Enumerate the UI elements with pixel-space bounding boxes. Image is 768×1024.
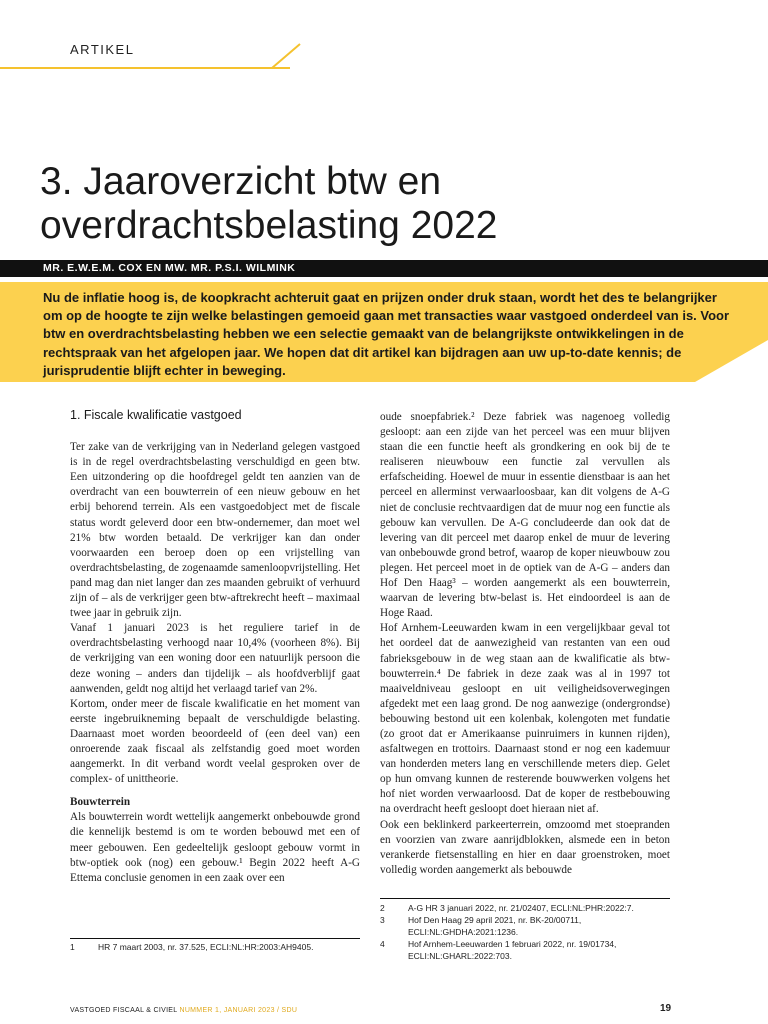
footnotes-left bbox=[70, 941, 360, 953]
footnote bbox=[380, 914, 670, 938]
footnote-text: Hof Den Haag 29 april 2021, nr. BK-20/00711, ECLI:NL:GHDHA:2021:1236. bbox=[408, 915, 582, 937]
page-number: 19 bbox=[660, 1003, 672, 1014]
footnote-text: Hof Arnhem-Leeuwarden 1 februari 2022, nr. 19/01734, ECLI:NL:GHARL:2022:703. bbox=[408, 939, 617, 961]
footnote-number: 2 bbox=[380, 903, 385, 913]
author-bar bbox=[0, 260, 768, 277]
footnotes-right bbox=[380, 902, 670, 962]
section-label: ARTIKEL bbox=[70, 42, 135, 57]
footnote-number: 1 bbox=[70, 942, 75, 952]
footnote-text: HR 7 maart 2003, nr. 37.525, ECLI:NL:HR:2003:AH9405. bbox=[98, 942, 314, 952]
footnote-text: A-G HR 3 januari 2022, nr. 21/02407, ECLI:NL:PHR:2022:7. bbox=[408, 903, 634, 913]
footer-publication bbox=[70, 1007, 297, 1014]
article-title: 3. Jaaroverzicht btw en overdrachtsbelasting 2022 bbox=[40, 160, 498, 247]
footnote-number: 3 bbox=[380, 915, 385, 925]
footnote bbox=[380, 938, 670, 962]
paragraph: Hof Arnhem-Leeuwarden kwam in een vergelijkbaar geval tot het oordeel dat de aanwezigheid van restanten van een oud fabrieksgebouw in de weg staan aan de kwalificatie als btw-bouwterrein.⁴ De fabriek in deze zaak was al in 1997 tot maaiveldniveau gesloopt en uit veiligheidsoverwegingen afgedekt met een laag grond. De nog aanwezige (ondergrondse) bebouwing bestond uit een kolenbak, kolengoten met fundatie (zo groot dat er Amerikaanse puinruimers in kunnen rijden), asfaltwegen en trottoirs. Daarnaast stond er nog een kademuur van honderden meters lang en verschillende meters diep. Gelet op hun omvang kunnen de resterende bouwwerken volgens het hof niet worden verwaarloosd. Dat de koper de restbebouwing na overdracht heeft gesloopt doet hieraan niet af. bbox=[380, 622, 670, 816]
header-accent-rule bbox=[0, 67, 290, 69]
paragraph: Ter zake van de verkrijging van in Nederland gelegen vastgoed is in de regel overdrachtsbelasting verschuldigd en geen btw. Een uitzondering op die hoofdregel geldt ten aanzien van de overdracht van een bouwterrein of een nieuw gebouw en het erbij behorend terrein. Als een vastgoedobject met de fiscale status wordt geleverd door een btw-ondernemer, dan moet wel 21% btw worden betaald. De verkrijger kan dan onder voorwaarden een beroep doen op een vrijstelling van overdrachtsbelasting, de zogenaamde samenloopvrijstelling. Het pand mag dan niet langer dan zes maanden gebruikt of verhuurd zijn of – als de verkrijger geen btw-aftrekrecht heeft – maximaal twee jaar in gebruik zijn. bbox=[70, 441, 360, 620]
paragraph: Als bouwterrein wordt wettelijk aangemerkt onbebouwde grond die kennelijk bestemd is om te worden bebouwd met een of meer gebouwen. Een gedeeltelijk gesloopt gebouw vormt in btw-optiek ook (nog) een gebouw.¹ Begin 2022 heeft A-G Ettema conclusie genomen in een zaak over een bbox=[70, 811, 360, 884]
footnote-number: 4 bbox=[380, 939, 385, 949]
subheading: Bouwterrein bbox=[70, 796, 131, 809]
footnote bbox=[70, 941, 360, 953]
intro-paragraph: Nu de inflatie hoog is, de koopkracht achteruit gaat en prijzen onder druk staan, wordt het des te belangrijker om op de hoogte te zijn welke belastingen gemoeid gaan met transacties waar vastgoed onderdeel van is. Voor btw en overdrachtsbelasting hebben we een selectie gemaakt van de belangrijkste ontwikkelingen in de rechtspraak van het afgelopen jaar. We hopen dat dit artikel kan bijdragen aan uw up-to-date kennis; de jurisprudentie blijft echter in beweging. bbox=[43, 290, 730, 378]
issue-info: NUMMER 1, JANUARI 2023 / SDU bbox=[179, 1007, 298, 1014]
left-column bbox=[70, 408, 360, 886]
section-heading: 1. Fiscale kwalificatie vastgoed bbox=[70, 408, 242, 422]
paragraph: Kortom, onder meer de fiscale kwalificatie en het moment van eerste ingebruikneming bepaalt de verschuldigde belasting. Daarnaast moet worden beoordeeld of (een deel van) een onroerende zaak fiscaal als zelfstandig goed moet worden aangemerkt. In dit verband wordt veelal gesproken over de complex- of unittheorie. bbox=[70, 697, 360, 786]
authors: MR. E.W.E.M. COX EN MW. MR. P.S.I. WILMINK bbox=[43, 262, 296, 274]
paragraph: Vanaf 1 januari 2023 is het reguliere tarief in de overdrachtsbelasting verhoogd naar 10,4% (voorheen 8%). Bij de verkrijging van een woning door een natuurlijk persoon die deze woning – anders dan tijdelijk – als hoofdverblijf gaat aanwenden, geldt nog altijd het verlaagd tarief van 2%. bbox=[70, 622, 360, 695]
footnote bbox=[380, 902, 670, 914]
footnote-rule bbox=[380, 898, 670, 899]
paragraph: Ook een beklinkerd parkeerterrein, omzoomd met stoepranden en voorzien van zware aanrijdblokken, alsmede een in beton verankerde fietsenstalling en hier en daar groenstroken, moet volledig worden aangemerkt als bebouwde bbox=[380, 818, 670, 876]
publication-name: VASTGOED FISCAAL & CIVIEL bbox=[70, 1007, 178, 1014]
footnote-rule bbox=[70, 938, 360, 939]
paragraph: oude snoepfabriek.² Deze fabriek was nagenoeg volledig gesloopt: aan een zijde van het perceel was een muur blijven staan die een functie heeft als grondkering en ook bij de te realiseren nieuwbouw een functie zal vervullen als erfafscheiding. Hoewel de muur in essentie dienstbaar is aan het perceel en allerminst verwaarloosbaar, kan dit volgens de A-G niet de conclusie rechtvaardigen dat de muur nog een functie als gebouw kan vervullen. De A-G concludeerde dan ook dat de levering van dit perceel met daarop enkel de muur de levering van onbebouwde grond betrof, waarop de koper nieuwbouw zou plegen. Het perceel moet in de optiek van de A-G – anders dan Hof Den Haag³ – worden aangemerkt als een bouwterrein, waarvan de levering btw-belast is. Het eindoordeel is aan de Hoge Raad. bbox=[380, 411, 670, 620]
right-column bbox=[380, 410, 670, 878]
header-accent-slash bbox=[270, 40, 310, 70]
